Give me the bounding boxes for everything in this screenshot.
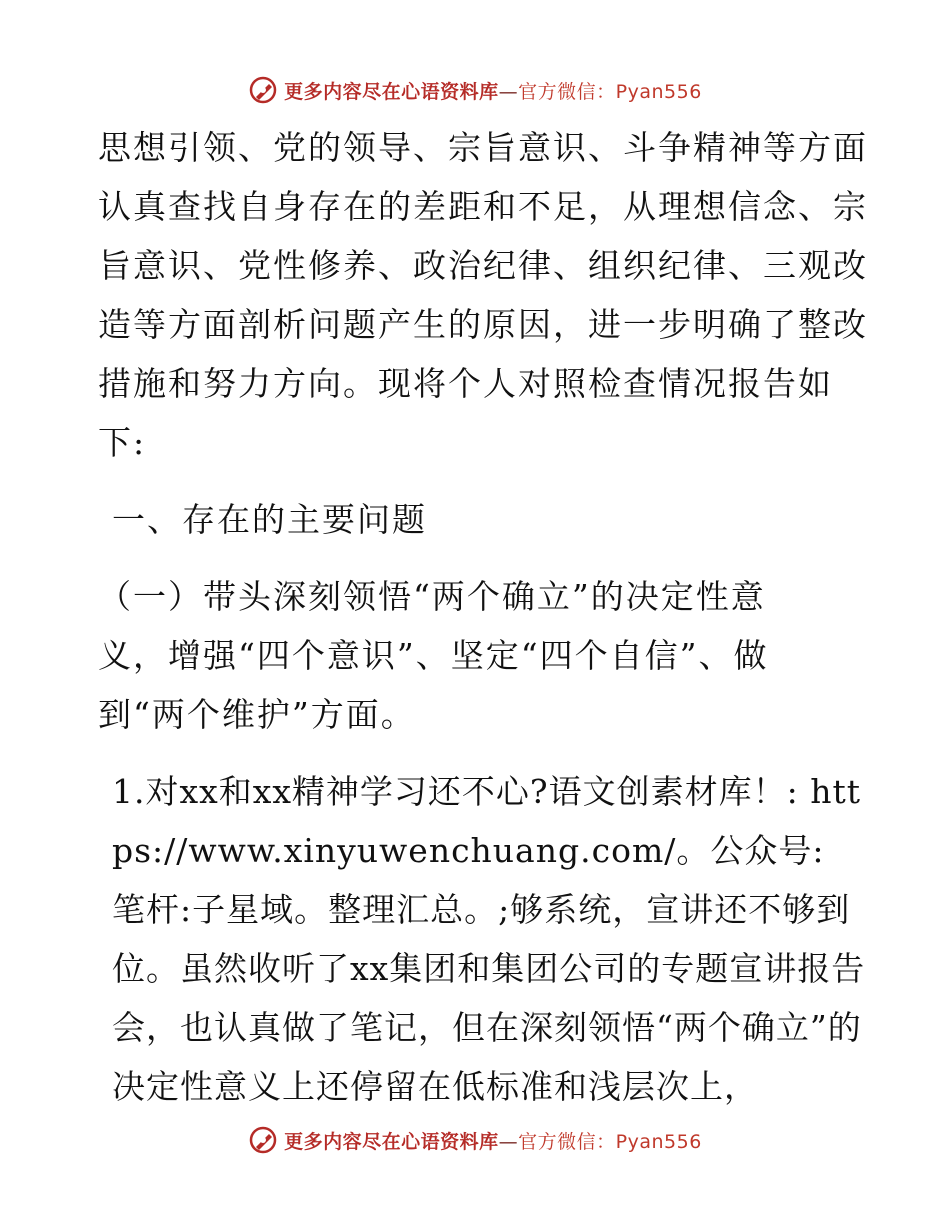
banner-tail: 官方微信：Pyan556 [518,80,702,103]
pen-logo-icon [248,1125,278,1155]
banner-text [284,77,702,104]
banner-tail: 官方微信：Pyan556 [518,1130,702,1153]
footer-banner [0,1122,950,1158]
paragraph-intro: 思想引领、党的领导、宗旨意识、斗争精神等方面认真查找自身存在的差距和不足，从理想信念、宗旨意识、党性修养、政治纪律、组织纪律、三观改造等方面剖析问题产生的原因，进一步明确了整改措施和努力方向。现将个人对照检查情况报告如下: [98,128,868,462]
banner-main: 更多内容尽在心语资料库 [284,80,499,103]
section-heading: 一、存在的主要问题 [112,500,427,539]
subsection-heading: （一）带头深刻领悟“两个确立”的决定性意义，增强“四个意识”、坚定“四个自信”、做到“两个维护”方面。 [98,577,769,734]
document-body [98,118,868,1116]
banner-sep: — [498,80,519,103]
header-banner [0,72,950,108]
paragraph-item-1: 1.对xx和xx精神学习还不心?语文创素材库！: https://www.xinyuwenchuang.com/。公众号: 笔杆:子星域。整理汇总。;够系统，宣讲还不够到位。虽然收听了xx集团和集团公司的专题宣讲报告会，也认真做了笔记，但在深刻领悟“两个确立”的决定性意义上还停留在低标准和浅层次上， [112,772,866,1106]
pen-logo-icon [248,75,278,105]
banner-sep: — [498,1130,519,1153]
banner-main: 更多内容尽在心语资料库 [284,1130,499,1153]
banner-text [284,1127,702,1154]
